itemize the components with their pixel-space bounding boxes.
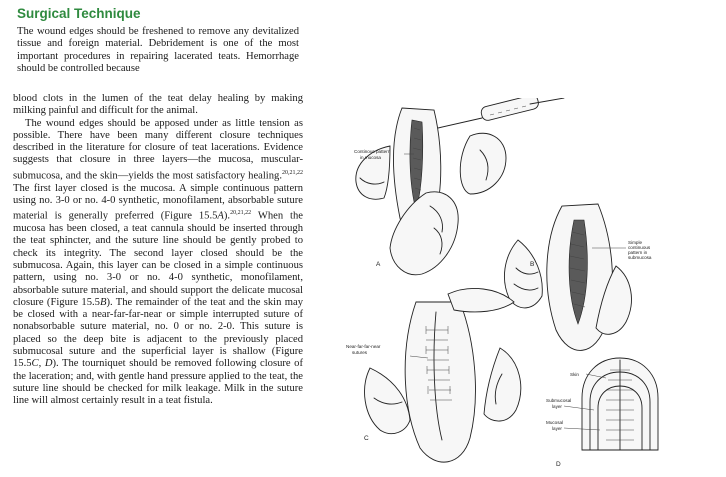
figure-ref-b: B	[99, 296, 107, 308]
intro-paragraph: The wound edges should be freshened to remove any devitalized tissue and foreign material. Debridement is one of the most important procedures in repairing lacerated teats. Hemorrhage should be controlled because	[17, 26, 299, 74]
label-b-line3: pattern in	[628, 250, 648, 255]
label-skin: Skin	[570, 372, 579, 377]
label-muc-line2: layer	[552, 426, 562, 431]
label-sub-line1: Submucosal	[546, 398, 572, 403]
paragraph-closure	[13, 118, 303, 408]
teat-suture-illustration	[330, 98, 720, 470]
closure-text-1: The wound edges should be apposed under as little tension as possible. There have been many different closure techniques described in the literature for closure of teat lacerations. Evidence suggests that closure in three layers—the mucosa, muscular-submucosa, and the skin—yields the most satisfactory healing.	[13, 117, 303, 182]
closure-text-3: ).	[223, 210, 231, 222]
panel-a-label: A	[376, 261, 381, 268]
label-sub-line2: layer	[552, 404, 562, 409]
figure-ref-a: A	[217, 210, 224, 222]
panel-a-drawing	[356, 98, 564, 275]
label-c-line1: Near-far-far-near	[346, 344, 381, 349]
reference-1: 20,21,22	[282, 169, 303, 176]
label-b-line1: Simple	[628, 240, 643, 245]
body-column	[13, 93, 303, 407]
panel-d-label: D	[556, 461, 561, 468]
closure-text-6: ). The tourniquet should be removed following closure of the laceration; and, with gentle hand pressure applied to the teat, the suture line should be checked for milk leakage. Milk in the suture line will almost certainly result in a teat fistula.	[13, 358, 303, 407]
figure-ref-cd: C, D	[31, 358, 53, 370]
reference-2: 20,21,22	[230, 210, 252, 217]
closure-text-5: ). The remainder of the teat and the skin may be closed with a near-far-far-near or simple interrupted suture of nonabsorbable suture material, no. 0 or no. 2-0. This suture is placed so the deep bite is adjacent to the previously placed submucosal suture and the superficial layer is shallow (Figure 15.5	[13, 296, 303, 370]
panel-b-label: B	[530, 261, 535, 268]
label-a-line1: Continous pattern	[354, 149, 391, 154]
label-b-line4: submucosa	[628, 255, 652, 260]
closure-text-4: When the mucosa has been closed, a teat cannula should be inserted through the teat sphincter, and the suture line should be gently probed to check its integrity. The second layer closed should be the submucosa. Again, this layer can be closed in a simple continuous pattern, using no. 3-0 or no. 4-0 synthetic, monofilament, absorbable suture material, and should support the delicate mucosal closure (Figure 15.5	[13, 210, 303, 308]
closure-text-2: The first layer closed is the mucosa. A simple continuous pattern using no. 3-0 or no. 4-0 synthetic, monofilament, absorbable suture material is generally preferred (Figure 15.5	[13, 182, 303, 222]
panel-c-drawing	[365, 288, 521, 462]
section-heading: Surgical Technique	[17, 6, 141, 21]
panel-b-drawing	[504, 204, 631, 350]
panel-c-label: C	[364, 435, 369, 442]
label-a-line2: in mucosa	[360, 155, 381, 160]
label-muc-line1: Mucosal	[546, 420, 564, 425]
paragraph-blood-clots: blood clots in the lumen of the teat delay healing by making milking painful and difficult for the animal.	[13, 93, 303, 117]
label-c-line2: sutures	[352, 350, 368, 355]
label-b-line2: continuous	[628, 245, 651, 250]
